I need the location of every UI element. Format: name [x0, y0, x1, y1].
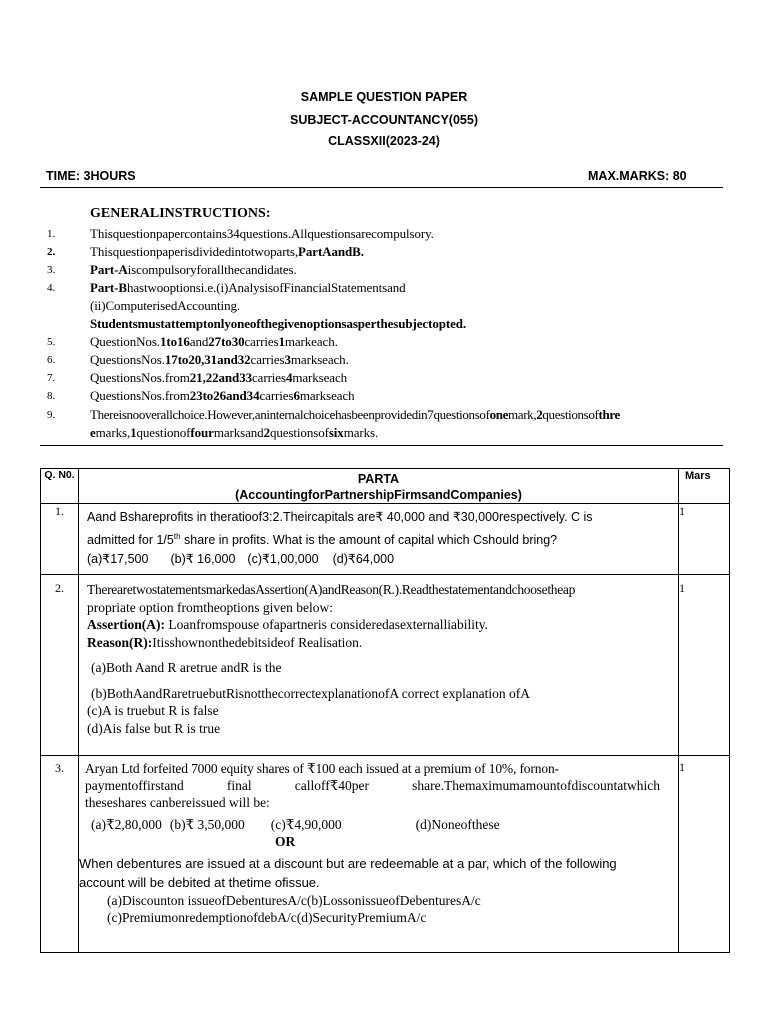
question-marks: 1: [679, 504, 730, 575]
q2-assertion: Assertion(A): Loanfromspouse ofapartneris consideredasexternalliability.: [87, 617, 488, 632]
q2-line-1: TherearetwostatementsmarkedasAssertion(A)andReason(R.).Readthestatementandchoosetheap: [87, 582, 576, 597]
q2-option-d: (d)Ais false but R is true: [87, 720, 221, 736]
q2-option-a: (a)Both Aand R aretrue andR is the: [91, 660, 282, 675]
q3-line-2: paymentoffirstand final calloff₹40per share.Themaximumamountofdiscountatwhich: [85, 778, 660, 793]
question-row-3: [41, 756, 730, 953]
question-marks: 1: [679, 575, 730, 756]
question-1-body: [79, 504, 679, 575]
q1-option-c: (c)₹1,00,000: [247, 552, 319, 567]
instruction-4: Part-Bhastwooptionsi.e.(i)AnalysisofFinancialStatementsand: [90, 280, 406, 295]
instruction-5: QuestionNos.1to16and27to30carries1markeach.: [90, 334, 338, 349]
qno-header: Q. N0.: [41, 469, 79, 504]
instructions-heading: GENERALINSTRUCTIONS:: [90, 206, 271, 221]
part-title: PARTA: [357, 472, 400, 486]
q1-option-b: (b)₹ 16,000: [170, 552, 236, 567]
part-subtitle: (AccountingforPartnershipFirmsandCompanies): [235, 488, 522, 502]
q1-option-d: (d)₹64,000: [332, 552, 395, 567]
instruction-1: Thisquestionpapercontains34questions.Allquestionsarecompulsory.: [90, 226, 434, 241]
question-row-2: [41, 575, 730, 756]
q2-option-b: (b)BothAandRaretruebutRisnotthecorrectexplanationofA correct explanation ofA: [91, 685, 530, 701]
q1-line-2: admitted for 1/5th share in profits. What is the amount of capital which Cshould bring?: [87, 532, 558, 548]
paper-title: SAMPLE QUESTION PAPER: [300, 90, 468, 104]
question-number: 3.: [41, 756, 79, 953]
instruction-7: QuestionsNos.from21,22and33carries4markseach: [90, 370, 348, 385]
question-3-body: [79, 756, 679, 953]
time-label: TIME: 3HOURS: [46, 169, 136, 183]
q3-line-3: theseshares canbereissued will be:: [85, 795, 270, 810]
instruction-number: 7.: [47, 372, 56, 384]
instructions-divider: [40, 445, 723, 446]
q3-line-1: Aryan Ltd forfeited 7000 equity shares of ₹100 each issued at a premium of 10%, fornon-: [85, 761, 559, 776]
instruction-4-note: Studentsmustattemptonlyoneofthegivenoptionsasperthesubjectopted.: [90, 316, 467, 331]
q1-options: [87, 550, 678, 569]
q2-line-2: propriate option fromtheoptions given below:: [87, 599, 333, 615]
q3-options: [85, 816, 678, 833]
q3-option-b: (b)₹ 3,50,000: [169, 817, 245, 832]
q2-reason: Reason(R):Itisshownonthedebitsideof Realisation.: [87, 634, 363, 650]
q3-or-separator: OR: [275, 834, 296, 849]
instruction-number: 2.: [47, 246, 56, 258]
q1-line-1: Aand Bshareprofits in theratioof3:2.Theircapitals are₹ 40,000 and ₹30,000respectively. C is: [87, 510, 593, 524]
instruction-number: 8.: [47, 390, 56, 402]
q3-option-a: (a)₹2,80,000: [91, 817, 162, 832]
question-number: 1.: [41, 504, 79, 575]
question-row-1: [41, 504, 730, 575]
header-divider: [40, 187, 723, 188]
q3-alt-option-2: (c)PremiumonredemptionofdebA/c(d)SecurityPremiumA/c: [107, 910, 427, 925]
q3-alt-line-2: account will be debited at thetime ofissue.: [79, 875, 320, 890]
q3-alt-option-1: (a)Discounton issueofDebenturesA/c(b)LossonissueofDebenturesA/c: [107, 893, 481, 908]
instruction-number: 4.: [47, 282, 56, 294]
q3-option-c: (c)₹4,90,000: [270, 817, 342, 832]
instruction-4-cont: (ii)ComputerisedAccounting.: [90, 298, 241, 313]
instruction-2: Thisquestionpaperisdividedintotwoparts,PartAandB.: [90, 244, 364, 259]
q3-option-d: (d)Noneofthese: [415, 817, 500, 832]
question-marks: 1: [679, 756, 730, 953]
instruction-9: Thereisnooverallchoice.However,aninternalchoicehasbeenprovidedin7questionsofonemark,2questionsofthre: [90, 407, 620, 422]
instruction-8: QuestionsNos.from23to26and34carries6markseach: [90, 388, 355, 403]
instruction-3: Part-Aiscompulsoryforallthecandidates.: [90, 262, 297, 277]
paper-class: CLASSXII(2023-24): [328, 134, 440, 148]
marks-header: Mars: [679, 469, 730, 504]
instruction-number: 1.: [47, 228, 56, 240]
table-header-row: [41, 469, 730, 504]
instruction-number: 5.: [47, 336, 56, 348]
instruction-number: 6.: [47, 354, 56, 366]
instruction-6: QuestionsNos.17to20,31and32carries3markseach.: [90, 352, 349, 367]
instruction-9-cont: emarks,1questionoffourmarksand2questionsofsixmarks.: [90, 425, 379, 440]
question-table: [40, 468, 730, 953]
q3-alt-line-1: When debentures are issued at a discount but are redeemable at a par, which of the following: [79, 856, 617, 871]
q2-option-c: (c)A is truebut R is false: [87, 703, 219, 718]
question-number: 2.: [41, 575, 79, 756]
instruction-number: 3.: [47, 264, 56, 276]
paper-subject: SUBJECT-ACCOUNTANCY(055): [290, 113, 478, 127]
instruction-number: 9.: [47, 409, 56, 421]
part-header: [79, 469, 679, 504]
question-2-body: [79, 575, 679, 756]
q1-option-a: (a)₹17,500: [87, 552, 149, 567]
max-marks-label: MAX.MARKS: 80: [588, 169, 687, 183]
